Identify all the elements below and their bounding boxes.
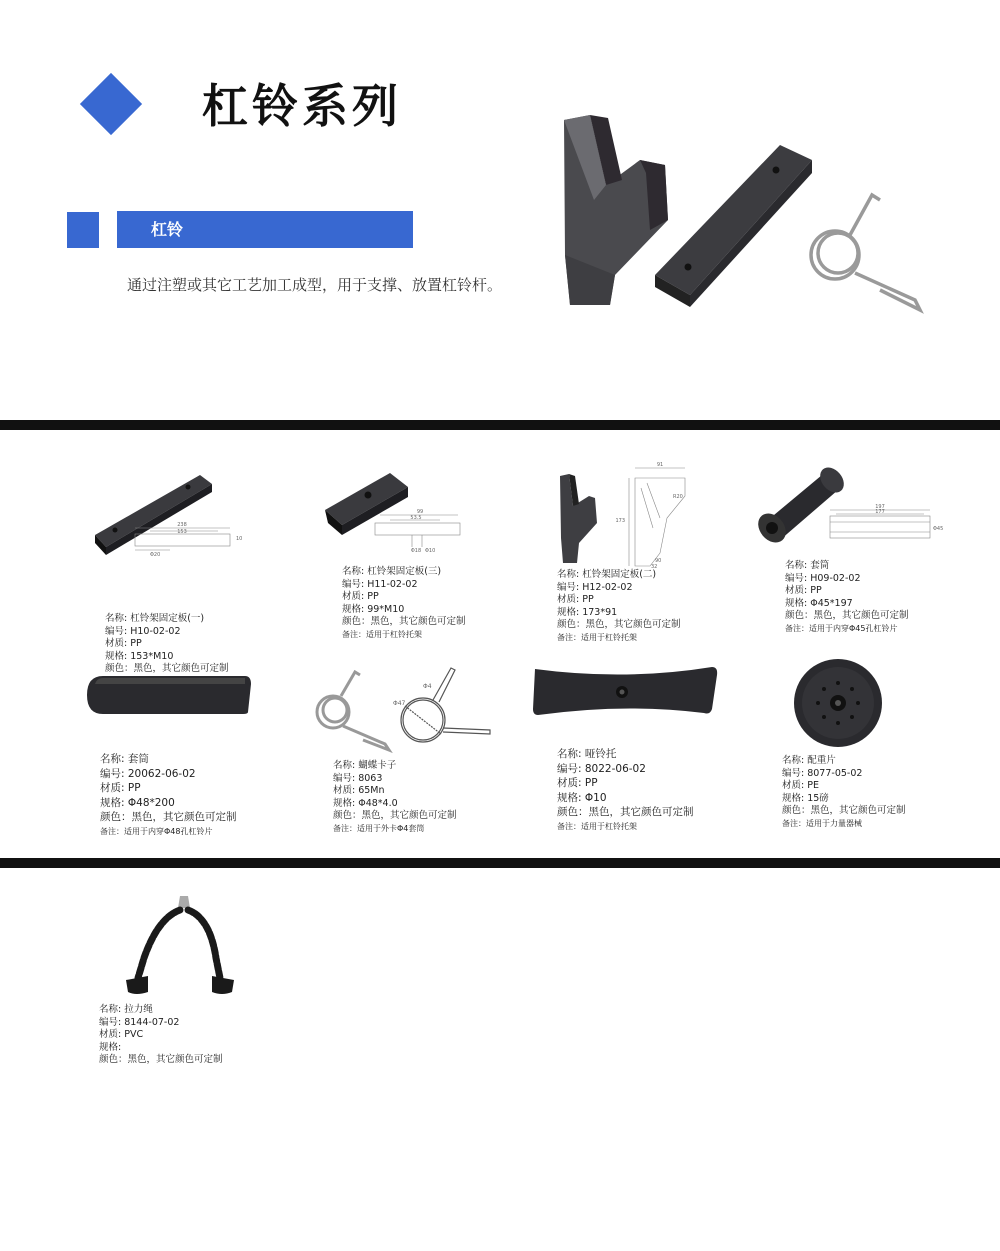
spec-material: 材质: 65Mn — [333, 785, 385, 796]
product-image — [85, 670, 285, 720]
spring-clip-illustration — [811, 195, 920, 310]
dim-label: 173 — [615, 518, 625, 524]
spec-size: 规格: 153*M10 — [105, 650, 174, 662]
spec-color: 颜色：黑色，其它颜色可定制 — [333, 810, 457, 821]
spec-size: 规格: Φ10 — [557, 791, 607, 804]
spec-size: 规格: Φ45*197 — [785, 597, 853, 609]
product-card — [90, 470, 250, 674]
spec-name: 名称: 套筒 — [785, 560, 830, 571]
spec-name: 名称: 杠铃架固定板(三) — [342, 566, 442, 577]
spec-color: 颜色：黑色，其它颜色可定制 — [342, 616, 466, 627]
product-image — [120, 888, 250, 998]
dim-label: 91 — [656, 462, 664, 468]
accent-square — [67, 212, 99, 248]
spec-note: 备注：适用于杠铃托架 — [342, 629, 422, 639]
spec-name: 名称: 杠铃架固定板(二) — [557, 569, 657, 580]
dim-label: Φ18 — [410, 548, 422, 554]
intro-section — [0, 0, 1000, 420]
dim-label: 10 — [236, 536, 243, 542]
dim-label: 90 — [655, 558, 662, 564]
spec-note: 备注：适用于杠铃托架 — [557, 821, 637, 831]
dim-label: Φ10 — [425, 548, 436, 554]
spec-material: 材质: PP — [557, 777, 598, 789]
spec-note: 备注：适用于内穿Φ45孔杠铃片 — [785, 623, 898, 633]
spec-color: 颜色：黑色，其它颜色可定制 — [557, 619, 681, 630]
product-image — [555, 458, 715, 568]
spec-color: 颜色：黑色，其它颜色可定制 — [99, 1054, 223, 1065]
intro-text: 通过注塑或其它工艺加工成型，用于支撑、放置杠铃杆。 — [127, 276, 503, 294]
spec-size: 规格: 99*M10 — [342, 603, 405, 615]
spec-name: 名称: 蝴蝶卡子 — [333, 760, 397, 771]
product-card — [530, 663, 730, 840]
hero-product-image — [550, 105, 950, 335]
product-specs — [100, 752, 237, 839]
spec-material: 材质: PVC — [99, 1029, 144, 1040]
product-grid-bottom — [0, 868, 1000, 1251]
spec-name: 名称: 拉力绳 — [99, 1004, 153, 1015]
plate-illustration — [655, 145, 812, 307]
spec-size: 规格: — [99, 1041, 122, 1053]
dim-label: 153 — [177, 529, 187, 535]
spec-color: 颜色：黑色，其它颜色可定制 — [782, 805, 906, 816]
spec-name: 名称: 配重片 — [782, 755, 836, 766]
spec-color: 颜色：黑色，其它颜色可定制 — [557, 806, 694, 818]
spec-code: 编号: 8063 — [333, 772, 383, 784]
divider — [0, 420, 1000, 430]
spec-color: 颜色：黑色，其它颜色可定制 — [100, 811, 237, 823]
spec-code: 编号: H10-02-02 — [105, 625, 181, 637]
dim-label: Φ47 — [393, 700, 406, 707]
spec-size: 规格: Φ48*200 — [100, 796, 175, 809]
product-card — [780, 655, 960, 840]
spec-material: 材质: PP — [557, 594, 594, 605]
dim-label: 53.5 — [410, 515, 422, 521]
product-image — [780, 655, 900, 755]
product-image — [305, 660, 505, 755]
spec-code: 编号: H11-02-02 — [342, 578, 418, 590]
section-label: 杠铃 — [117, 211, 413, 248]
spec-code: 编号: H12-02-02 — [557, 581, 633, 593]
dim-label: Φ20 — [150, 552, 161, 558]
diamond-icon — [80, 73, 142, 135]
product-specs — [333, 760, 457, 835]
spec-note: 备注：适用于外卡Φ4套筒 — [333, 823, 425, 833]
spec-name: 名称: 杠铃架固定板(一) — [105, 613, 205, 624]
product-image — [320, 465, 480, 560]
spec-size: 规格: 15磅 — [782, 792, 829, 804]
product-image — [750, 460, 950, 555]
spec-color: 颜色：黑色，其它颜色可定制 — [105, 663, 229, 674]
product-specs — [105, 613, 229, 676]
product-grid — [0, 430, 1000, 858]
dim-label: Φ4 — [423, 683, 432, 690]
spec-material: 材质: PP — [785, 585, 822, 596]
product-card — [90, 888, 290, 1078]
spec-note: 备注：适用于内穿Φ48孔杠铃片 — [100, 826, 213, 836]
product-card — [320, 465, 480, 639]
dim-label: 99 — [416, 509, 424, 515]
spec-code: 编号: 8144-07-02 — [99, 1016, 180, 1028]
spec-note: 备注：适用于杠铃托架 — [557, 632, 637, 642]
page-title: 杠铃系列 — [202, 79, 402, 133]
product-card — [750, 460, 950, 635]
spec-material: 材质: PP — [100, 782, 141, 794]
product-card — [85, 670, 285, 840]
spec-note: 备注：适用于力量器械 — [782, 818, 862, 828]
product-specs — [99, 1004, 223, 1067]
spec-material: 材质: PP — [105, 638, 142, 649]
product-image — [530, 663, 730, 718]
spec-material: 材质: PP — [342, 591, 379, 602]
product-card — [555, 458, 715, 642]
dim-label: 177 — [875, 509, 885, 515]
dim-label: 32 — [651, 564, 658, 568]
product-specs — [342, 566, 466, 641]
spec-name: 名称: 套筒 — [100, 753, 149, 765]
product-specs — [557, 747, 694, 834]
divider — [0, 858, 1000, 868]
dim-label: Φ45 — [933, 526, 944, 532]
spec-name: 名称: 哑铃托 — [557, 748, 617, 760]
spec-material: 材质: PE — [782, 780, 819, 791]
spec-color: 颜色：黑色，其它颜色可定制 — [785, 610, 909, 621]
spec-code: 编号: 8077-05-02 — [782, 767, 863, 779]
product-specs — [557, 569, 681, 644]
product-specs — [782, 755, 906, 830]
dim-label: R20 — [673, 494, 683, 500]
spec-code: 编号: 20062-06-02 — [100, 767, 196, 780]
y-bracket-illustration — [564, 115, 668, 305]
spec-code: 编号: H09-02-02 — [785, 572, 861, 584]
product-card — [305, 660, 505, 840]
product-specs — [785, 560, 909, 635]
dim-label: 238 — [177, 522, 187, 528]
spec-size: 规格: 173*91 — [557, 606, 618, 618]
spec-size: 规格: Φ48*4.0 — [333, 797, 398, 809]
product-image — [90, 470, 250, 565]
dim-label: 197 — [875, 504, 885, 510]
spec-code: 编号: 8022-06-02 — [557, 762, 646, 775]
